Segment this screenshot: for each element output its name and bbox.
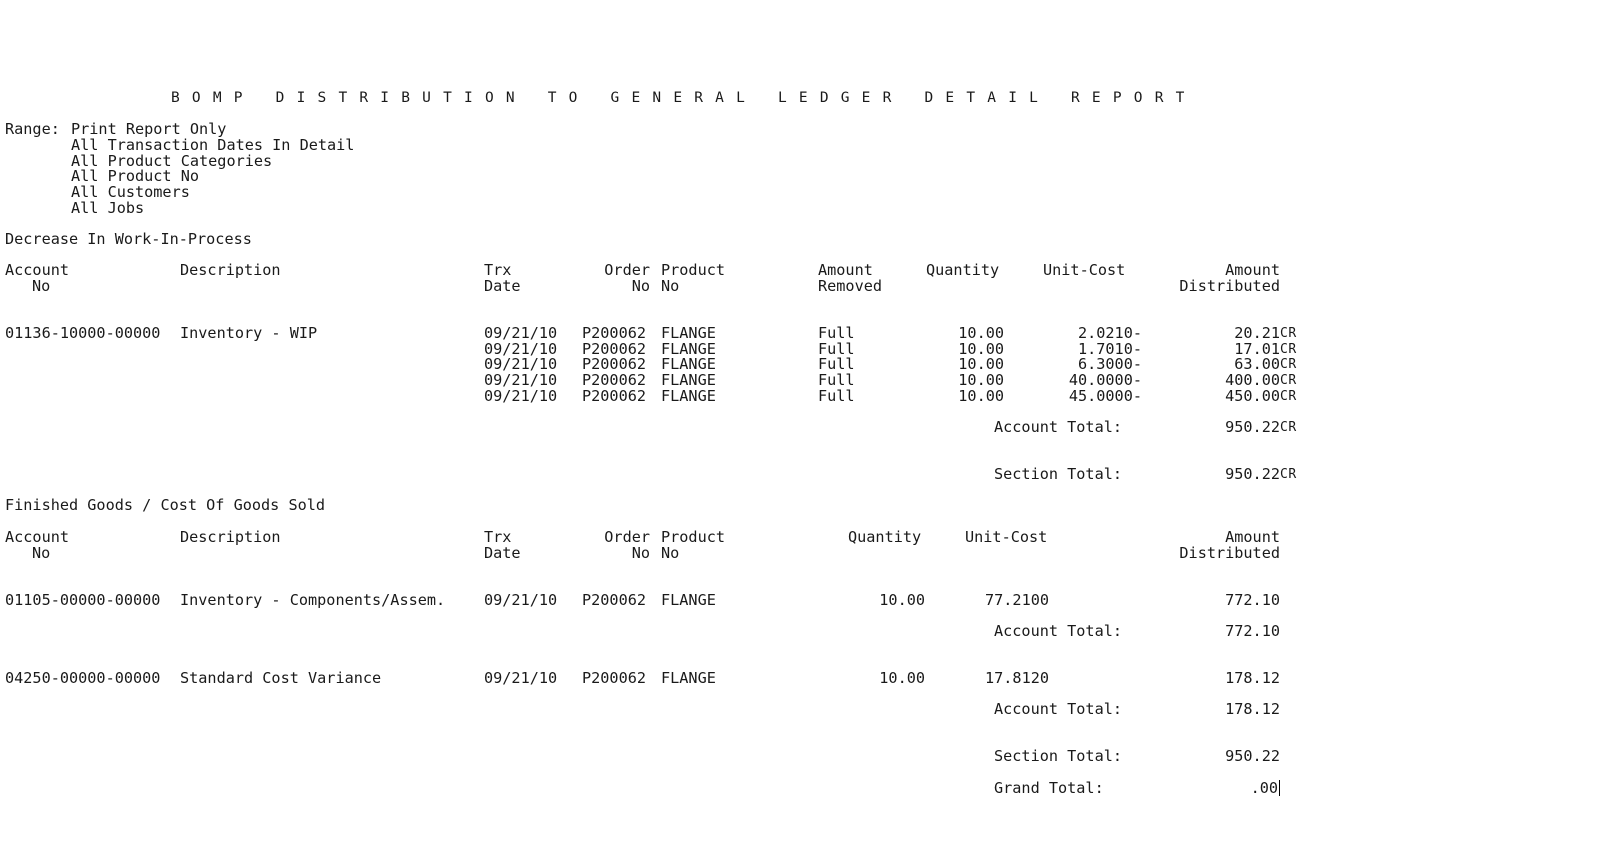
account-number: 01105-00000-00000: [5, 591, 161, 609]
column-headers: [0, 261, 1600, 630]
row-amount: 400.00: [1225, 371, 1280, 389]
row-date: 09/21/10: [484, 591, 558, 609]
report-title: BOMP DISTRIBUTION TO GENERAL LEDGER DETAIL REPORT: [171, 90, 1197, 106]
row-date: 09/21/10: [484, 340, 558, 358]
range-label: Range:: [5, 120, 60, 138]
row-product: FLANGE: [661, 669, 716, 687]
row-unit-cost: 45.0000-: [1068, 387, 1142, 405]
section-total-value: 950.22: [1225, 747, 1280, 765]
row-date: 09/21/10: [484, 371, 558, 389]
section-total-cr: CR: [1280, 467, 1297, 482]
row-amount-removed: Full: [818, 355, 855, 373]
account-description: Standard Cost Variance: [180, 669, 382, 687]
account-description: Inventory - Components/Assem.: [180, 591, 446, 609]
col-header-trx-date: Date: [484, 277, 521, 295]
row-amount-removed: Full: [818, 340, 855, 358]
grand-total-value: .00: [1250, 779, 1278, 797]
col-header-quantity: Quantity: [848, 528, 922, 546]
row-product: FLANGE: [661, 387, 716, 405]
row-order: P200062: [582, 591, 647, 609]
row-order: P200062: [582, 340, 647, 358]
row-amount: 63.00: [1234, 355, 1280, 373]
row-amount-removed: Full: [818, 387, 855, 405]
row-quantity: 10.00: [879, 591, 925, 609]
row-date: 09/21/10: [484, 324, 558, 342]
grand-total-label: Grand Total:: [994, 779, 1104, 797]
section-heading: Finished Goods / Cost Of Goods Sold: [5, 496, 326, 514]
row-order: P200062: [582, 324, 647, 342]
col-header-amount-removed-2: Removed: [818, 277, 883, 295]
range-line: Print Report Only: [71, 120, 227, 138]
row-unit-cost: 1.7010-: [1077, 340, 1142, 358]
col-header-order: Order: [604, 261, 650, 279]
range-line: All Product No: [71, 167, 200, 185]
row-order: P200062: [582, 371, 647, 389]
col-header-description: Description: [180, 528, 281, 546]
row-amount: 20.21: [1234, 324, 1280, 342]
row-order: P200062: [582, 355, 647, 373]
account-total-label: Account Total:: [994, 700, 1123, 718]
row-amount: 17.01: [1234, 340, 1280, 358]
range-line: All Transaction Dates In Detail: [71, 136, 355, 154]
col-header-description: Description: [180, 261, 281, 279]
row-quantity: 10.00: [958, 355, 1004, 373]
account-number: 04250-00000-00000: [5, 669, 161, 687]
col-header-quantity: Quantity: [926, 261, 1000, 279]
col-header-account: Account: [5, 528, 70, 546]
account-number: 01136-10000-00000: [5, 324, 161, 342]
row-unit-cost: 17.8120: [985, 669, 1050, 687]
row-order: P200062: [582, 387, 647, 405]
row-quantity: 10.00: [879, 669, 925, 687]
row-product: FLANGE: [661, 371, 716, 389]
row-unit-cost: 2.0210-: [1077, 324, 1142, 342]
row-cr: CR: [1280, 357, 1297, 372]
col-header-trx: Trx: [484, 261, 512, 279]
row-quantity: 10.00: [958, 387, 1004, 405]
col-header-account-no: No: [32, 277, 51, 295]
col-header-account: Account: [5, 261, 70, 279]
text-cursor: [1279, 780, 1280, 796]
range-line: All Customers: [71, 183, 190, 201]
row-product: FLANGE: [661, 340, 716, 358]
row-cr: CR: [1280, 326, 1297, 341]
grand-total-field: [1150, 780, 1280, 796]
col-header-amount: Amount: [1225, 261, 1280, 279]
row-amount-removed: Full: [818, 324, 855, 342]
col-header-trx: Trx: [484, 528, 512, 546]
col-header-product-no: No: [661, 544, 680, 562]
row-product: FLANGE: [661, 324, 716, 342]
row-quantity: 10.00: [958, 324, 1004, 342]
row-cr: CR: [1280, 389, 1297, 404]
row-cr: CR: [1280, 373, 1297, 388]
account-total-cr: CR: [1280, 420, 1297, 435]
col-header-product: Product: [661, 261, 726, 279]
row-unit-cost: 77.2100: [985, 591, 1050, 609]
row-date: 09/21/10: [484, 669, 558, 687]
row-date: 09/21/10: [484, 387, 558, 405]
col-header-distributed: Distributed: [1179, 277, 1280, 295]
row-order: P200062: [582, 669, 647, 687]
col-header-order: Order: [604, 528, 650, 546]
col-header-trx-date: Date: [484, 544, 521, 562]
row-quantity: 10.00: [958, 371, 1004, 389]
row-date: 09/21/10: [484, 355, 558, 373]
account-total-value: 950.22: [1225, 418, 1280, 436]
row-amount-removed: Full: [818, 371, 855, 389]
col-header-distributed: Distributed: [1179, 544, 1280, 562]
section-total-label: Section Total:: [994, 465, 1123, 483]
section-total-value: 950.22: [1225, 465, 1280, 483]
row-quantity: 10.00: [958, 340, 1004, 358]
col-header-unit-cost: Unit-Cost: [1043, 261, 1126, 279]
row-unit-cost: 40.0000-: [1068, 371, 1142, 389]
col-header-unit-cost: Unit-Cost: [965, 528, 1048, 546]
row-unit-cost: 6.3000-: [1077, 355, 1142, 373]
account-total-value: 772.10: [1225, 622, 1280, 640]
account-total-label: Account Total:: [994, 622, 1123, 640]
col-header-order-no: No: [631, 544, 650, 562]
row-product: FLANGE: [661, 591, 716, 609]
account-description: Inventory - WIP: [180, 324, 318, 342]
range-line: All Product Categories: [71, 152, 273, 170]
row-cr: CR: [1280, 342, 1297, 357]
row-amount: 178.12: [1225, 669, 1280, 687]
section-total-label: Section Total:: [994, 747, 1123, 765]
row-product: FLANGE: [661, 355, 716, 373]
col-header-product-no: No: [661, 277, 680, 295]
account-total-label: Account Total:: [994, 418, 1123, 436]
account-total-value: 178.12: [1225, 700, 1280, 718]
range-line: All Jobs: [71, 199, 145, 217]
col-header-amount-removed: Amount: [818, 261, 873, 279]
section-heading: Decrease In Work-In-Process: [5, 230, 252, 248]
col-header-account-no: No: [32, 544, 51, 562]
col-header-amount: Amount: [1225, 528, 1280, 546]
col-header-order-no: No: [631, 277, 650, 295]
row-amount: 450.00: [1225, 387, 1280, 405]
col-header-product: Product: [661, 528, 726, 546]
row-amount: 772.10: [1225, 591, 1280, 609]
